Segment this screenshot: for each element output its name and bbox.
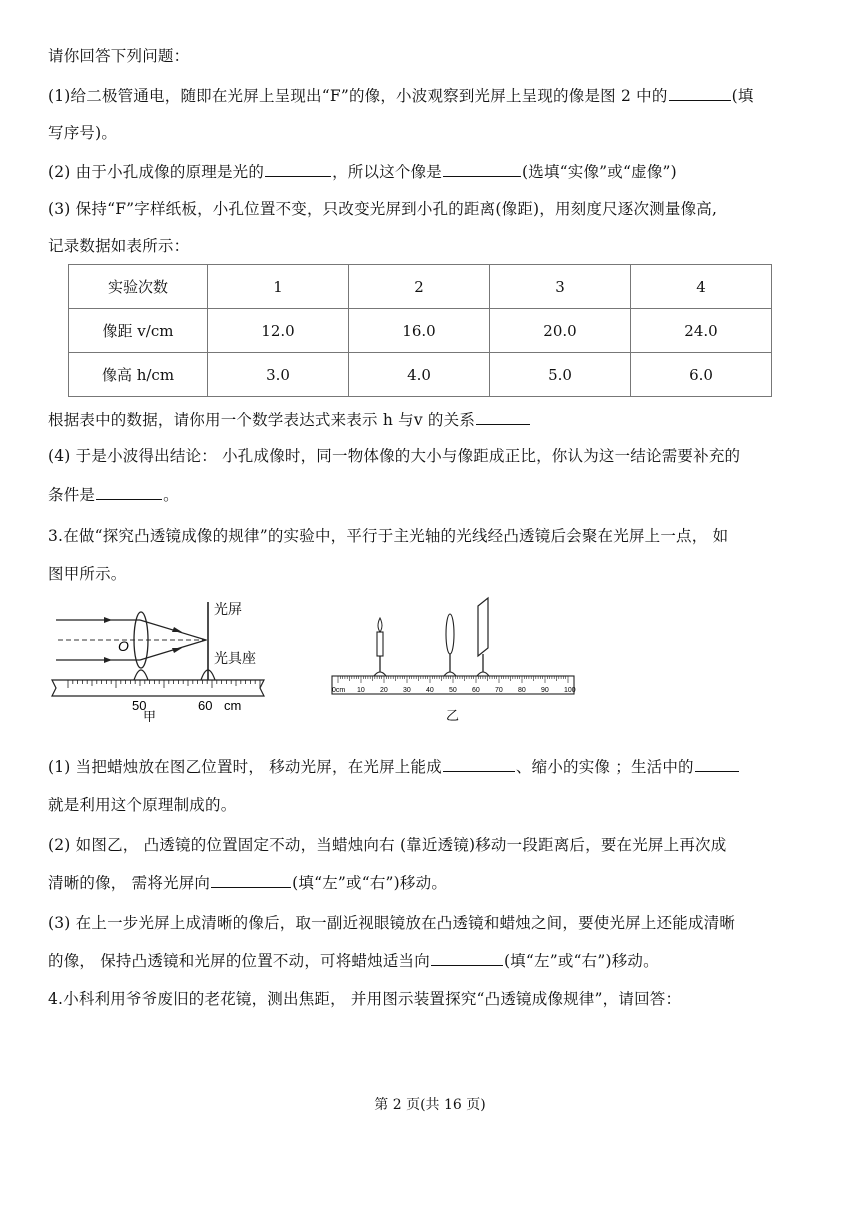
table-cell: 24.0 [631,309,772,353]
ruler-label: 50 [449,687,457,694]
table-cell: 4 [631,265,772,309]
figure-jia [48,596,273,722]
q2-part2-text-c: (选填“实像”或“虚像”) [522,163,677,181]
bench-ticks [68,680,260,688]
ruler-labels [332,687,576,694]
q2-part4-line1: (4) 于是小波得出结论： 小孔成像时，同一物体像的大小与像距成正比，你认为这一结论需要补充的 [48,447,741,465]
ruler-ticks [338,676,568,683]
q2-part1-line1 [48,84,816,106]
ruler-label: 0cm [332,687,346,694]
q2-part4-text-a: 条件是 [48,486,96,504]
figure-caption-jia: 甲 [143,709,157,722]
arrow-icon [172,648,182,653]
answer-blank[interactable] [443,162,521,177]
answer-blank[interactable] [695,757,739,772]
ruler-label: 40 [426,687,434,694]
q3-part2-text-a: 清晰的像， 需将光屏向 [48,874,211,892]
q3-part3-text-b: (填“左”或“右”)移动。 [503,952,659,970]
ruler-label: 80 [518,687,526,694]
flame-icon [378,618,382,632]
table-row [69,353,772,397]
table-cell: 3 [490,265,631,309]
table-cell: 像高 h/cm [69,353,208,397]
q2-after-table-text: 根据表中的数据，请你用一个数学表达式来表示 h 与v 的关系 [48,411,476,429]
page-footer: 第 2 页(共 16 页) [374,1097,486,1113]
q2-part2-text-b: ，所以这个像是 [332,163,442,181]
tick-label-50: 50 [132,698,147,713]
q2-part2-text-a: (2) 由于小孔成像的原理是光的 [48,163,265,181]
answer-blank[interactable] [476,410,530,425]
table-cell: 6.0 [631,353,772,397]
q2-part3-line1: (3) 保持“F”字样纸板，小孔位置不变，只改变光屏到小孔的距离(像距)，用刻度尺逐次测量像高, [48,200,718,218]
q3-part2-text-b: (填“左”或“右”)移动。 [292,874,448,892]
figure-yi [330,596,578,724]
q3-part1-text-b: 、缩小的实像 ；生活中的 [515,758,694,776]
table-cell: 实验次数 [69,265,208,309]
ruler-label: 10 [357,687,365,694]
candle-holder [374,672,386,676]
q3-part1-line1 [48,755,816,777]
q3-part3-line2 [48,949,816,971]
table-cell: 20.0 [490,309,631,353]
arrow-icon [104,617,112,623]
q2-after-table [48,408,816,430]
q3-part2-line2 [48,871,816,893]
q2-part1-text-a: (1)给二极管通电，随即在光屏上呈现出“F”的像，小波观察到光屏上呈现的像是图 2 中的 [48,87,668,105]
ruler-label: 100 [564,687,576,694]
q3-part3-line1: (3) 在上一步光屏上成清晰的像后，取一副近视眼镜放在凸透镜和蜡烛之间，要使光屏上还能成清晰 [48,914,736,932]
answer-blank[interactable] [443,757,515,772]
lens-holder [134,670,148,680]
label-screen: 光屏 [214,601,242,617]
answer-blank[interactable] [431,951,503,966]
table-cell: 2 [349,265,490,309]
q3-part2-line1: (2) 如图乙， 凸透镜的位置固定不动，当蜡烛向右 (靠近透镜)移动一段距离后，要在光屏上再次成 [48,836,727,854]
table-cell: 16.0 [349,309,490,353]
arrow-icon [104,657,112,663]
table-cell: 像距 v/cm [69,309,208,353]
answer-blank[interactable] [669,86,731,101]
answer-blank[interactable] [211,873,291,888]
q3-part1-text-a: (1) 当把蜡烛放在图乙位置时， 移动光屏，在光屏上能成 [48,758,442,776]
lens-holder [444,672,456,676]
lens-icon [446,614,454,654]
table-cell: 1 [208,265,349,309]
table-row [69,309,772,353]
q3-line1: 3.在做“探究凸透镜成像的规律”的实验中，平行于主光轴的光线经凸透镜后会聚在光屏上一点， 如 [48,527,729,545]
figure-caption-yi: 乙 [446,708,460,723]
ruler-label: 30 [403,687,411,694]
data-table [68,264,772,397]
screen-holder [477,672,489,676]
label-bench: 光具座 [214,650,256,666]
arrow-icon [172,627,182,632]
ruler-label: 60 [472,687,480,694]
q2-part4-line2 [48,483,816,505]
q2-part2 [48,160,816,182]
table-cell: 4.0 [349,353,490,397]
table-cell: 3.0 [208,353,349,397]
q3-part1-line2: 就是利用这个原理制成的。 [48,796,237,814]
ruler-label: 90 [541,687,549,694]
answer-blank[interactable] [265,162,331,177]
q2-part1-text-b: (填 [731,87,754,105]
q3-part3-text-a: 的像， 保持凸透镜和光屏的位置不动，可将蜡烛适当向 [48,952,430,970]
table-cell: 12.0 [208,309,349,353]
q2-part3-line2: 记录数据如表所示： [48,237,190,255]
table-cell: 5.0 [490,353,631,397]
label-o: O [118,638,129,654]
candle-icon [377,632,383,656]
answer-blank[interactable] [96,485,162,500]
ruler-label: 20 [380,687,388,694]
q3-line2: 图甲所示。 [48,565,127,583]
q2-part4-text-b: 。 [163,486,179,504]
q4-line1: 4.小科利用爷爷废旧的老花镜，测出焦距， 并用图示装置探究“凸透镜成像规律”，请回答： [48,990,682,1008]
optical-bench [52,680,264,696]
table-row [69,265,772,309]
screen [478,598,488,656]
unit-label: cm [224,698,242,713]
intro-text: 请你回答下列问题： [48,47,190,65]
ruler-label: 70 [495,687,503,694]
q2-part1-line2: 写序号)。 [48,124,118,142]
tick-label-60: 60 [198,698,213,713]
